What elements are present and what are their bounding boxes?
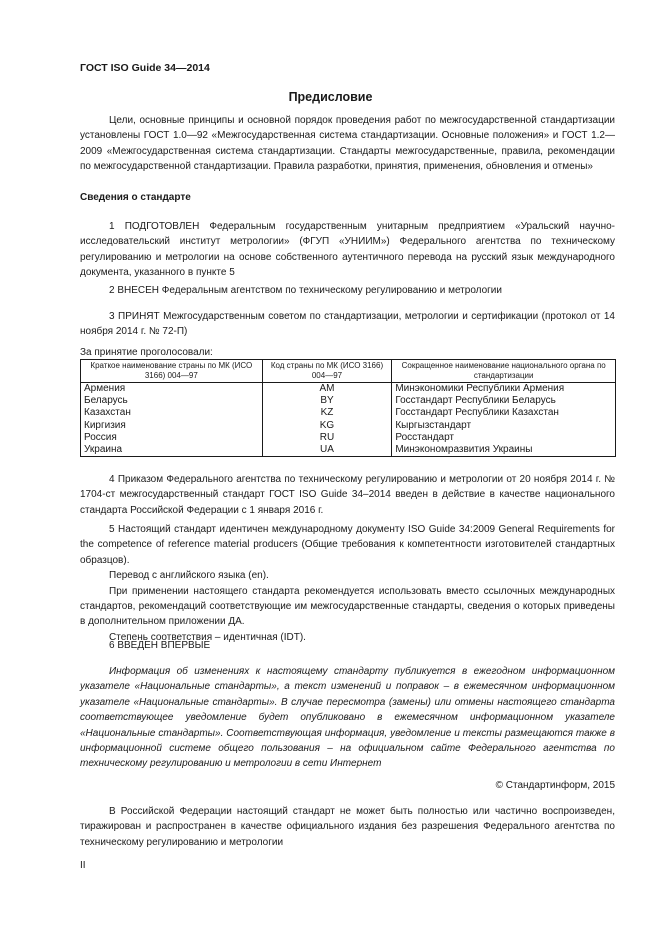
cell-code: KZ	[262, 407, 392, 419]
item-5-references: При применении настоящего стандарта рекомендуется использовать вместо ссылочных международных стандартов, рекомендаций соответствующие им межгосударственные стандарты, сведения о которых приведены в дополнительном приложении ДА.	[80, 585, 615, 628]
item-6-text: 6 ВВЕДЕН ВПЕРВЫЕ	[109, 640, 211, 651]
reproduction-notice	[80, 804, 615, 850]
item-6	[80, 638, 615, 653]
change-notice	[80, 664, 615, 772]
item-5	[80, 522, 615, 645]
cell-agency: Росстандарт	[392, 432, 616, 444]
table-header-row	[81, 360, 616, 383]
cell-agency: Минэкономики Республики Армения	[392, 383, 616, 396]
intro-text: Цели, основные принципы и основной порядок проведения работ по межгосударственной стандартизации установлены ГОСТ 1.0—92 «Межгосударственная система стандартизации. Основные положения» и ГОСТ 1.2—2009 «Межгосударственная система стандартизации. Стандарты межгосударственные, правила, рекомендации по межгосударственной стандартизации. Правила разработки, принятия, применения, обновления и отмены»	[80, 115, 615, 173]
page-title: Предисловие	[288, 90, 373, 104]
intro-paragraph	[80, 113, 615, 175]
header-code: Код страны по МК (ИСО 3166) 004—97	[262, 360, 392, 383]
cell-code: RU	[262, 432, 392, 444]
reproduction-text: В Российской Федерации настоящий стандарт не может быть полностью или частично воспроизведен, тиражирован и распространен в качестве официального издания без разрешения Федерального агентства по техническому регулированию и метрологии	[80, 806, 615, 848]
cell-agency: Минэкономразвития Украины	[392, 444, 616, 457]
cell-country: Киргизия	[81, 420, 263, 432]
cell-country: Россия	[81, 432, 263, 444]
cell-country: Армения	[81, 383, 263, 396]
cell-country: Казахстан	[81, 407, 263, 419]
item-1	[80, 219, 615, 281]
cell-code: UA	[262, 444, 392, 457]
table-row	[81, 407, 616, 419]
document-code: ГОСТ ISO Guide 34—2014	[80, 62, 210, 74]
item-5-language: Перевод с английского языка (en).	[109, 570, 269, 582]
cell-code: KG	[262, 420, 392, 432]
cell-country: Украина	[81, 444, 263, 457]
item-4-text: 4 Приказом Федерального агентства по техническому регулированию и метрологии от 20 ноября 2014 г. № 1704-ст межгосударственный стандарт ГОСТ ISO Guide 34–2014 введен в действие в качестве национального стандарта Российской Федерации с 1 января 2016 г.	[80, 474, 615, 516]
voting-table	[80, 359, 616, 457]
item-2-text: 2 ВНЕСЕН Федеральным агентством по техническому регулированию и метрологии	[109, 285, 502, 296]
header-agency: Сокращенное наименование национального органа по стандартизации	[392, 360, 616, 383]
item-3	[80, 309, 615, 340]
cell-country: Беларусь	[81, 395, 263, 407]
table-row	[81, 444, 616, 457]
cell-agency: Госстандарт Республики Казахстан	[392, 407, 616, 419]
item-2	[80, 283, 615, 298]
table-row	[81, 432, 616, 444]
info-heading: Сведения о стандарте	[80, 192, 191, 203]
cell-code: BY	[262, 395, 392, 407]
item-1-text: 1 ПОДГОТОВЛЕН Федеральным государственным унитарным предприятием «Уральский научно-исследовательский институт метрологии» (ФГУП «УНИИМ») Федерального агентства по техническому регулированию и метрологии на основе собственного аутентичного перевода на русский язык международного документа, указанного в пункте 5	[80, 221, 615, 279]
table-row	[81, 420, 616, 432]
item-3-text: 3 ПРИНЯТ Межгосударственным советом по стандартизации, метрологии и сертификации (протокол от 14 ноября 2014 г. № 72-П)	[80, 311, 615, 338]
table-row	[81, 383, 616, 396]
cell-agency: Госстандарт Республики Беларусь	[392, 395, 616, 407]
item-5-degree: Степень соответствия – идентичная (IDT).	[109, 631, 306, 643]
item-5-text: 5 Настоящий стандарт идентичен международному документу ISO Guide 34:2009 General Requirements for the competence of reference material producers (Общие требования к компетентности изготовителей стандартных образцов).	[80, 524, 615, 566]
change-notice-text: Информация об изменениях к настоящему стандарту публикуется в ежегодном информационном указателе «Национальные стандарты», а текст изменений и поправок – в ежемесячном информационном указателе «Национальные стандарты». В случае пересмотра (замены) или отмены настоящего стандарта соответствующее уведомление будет опубликовано в ежемесячном информационном указателе «Национальные стандарты». Соответствующая информация, уведомление и тексты размещаются также в информационной системе общего пользования – на официальном сайте Федерального агентства по техническому регулированию и метрологии в сети Интернет	[80, 666, 615, 770]
table-row	[81, 395, 616, 407]
item-4	[80, 472, 615, 518]
page-number: II	[80, 860, 86, 871]
cell-agency: Кыргызстандарт	[392, 420, 616, 432]
header-country: Краткое наименование страны по МК (ИСО 3166) 004—97	[81, 360, 263, 383]
copyright: © Стандартинформ, 2015	[495, 780, 615, 791]
cell-code: AM	[262, 383, 392, 396]
vote-label: За принятие проголосовали:	[80, 347, 213, 358]
